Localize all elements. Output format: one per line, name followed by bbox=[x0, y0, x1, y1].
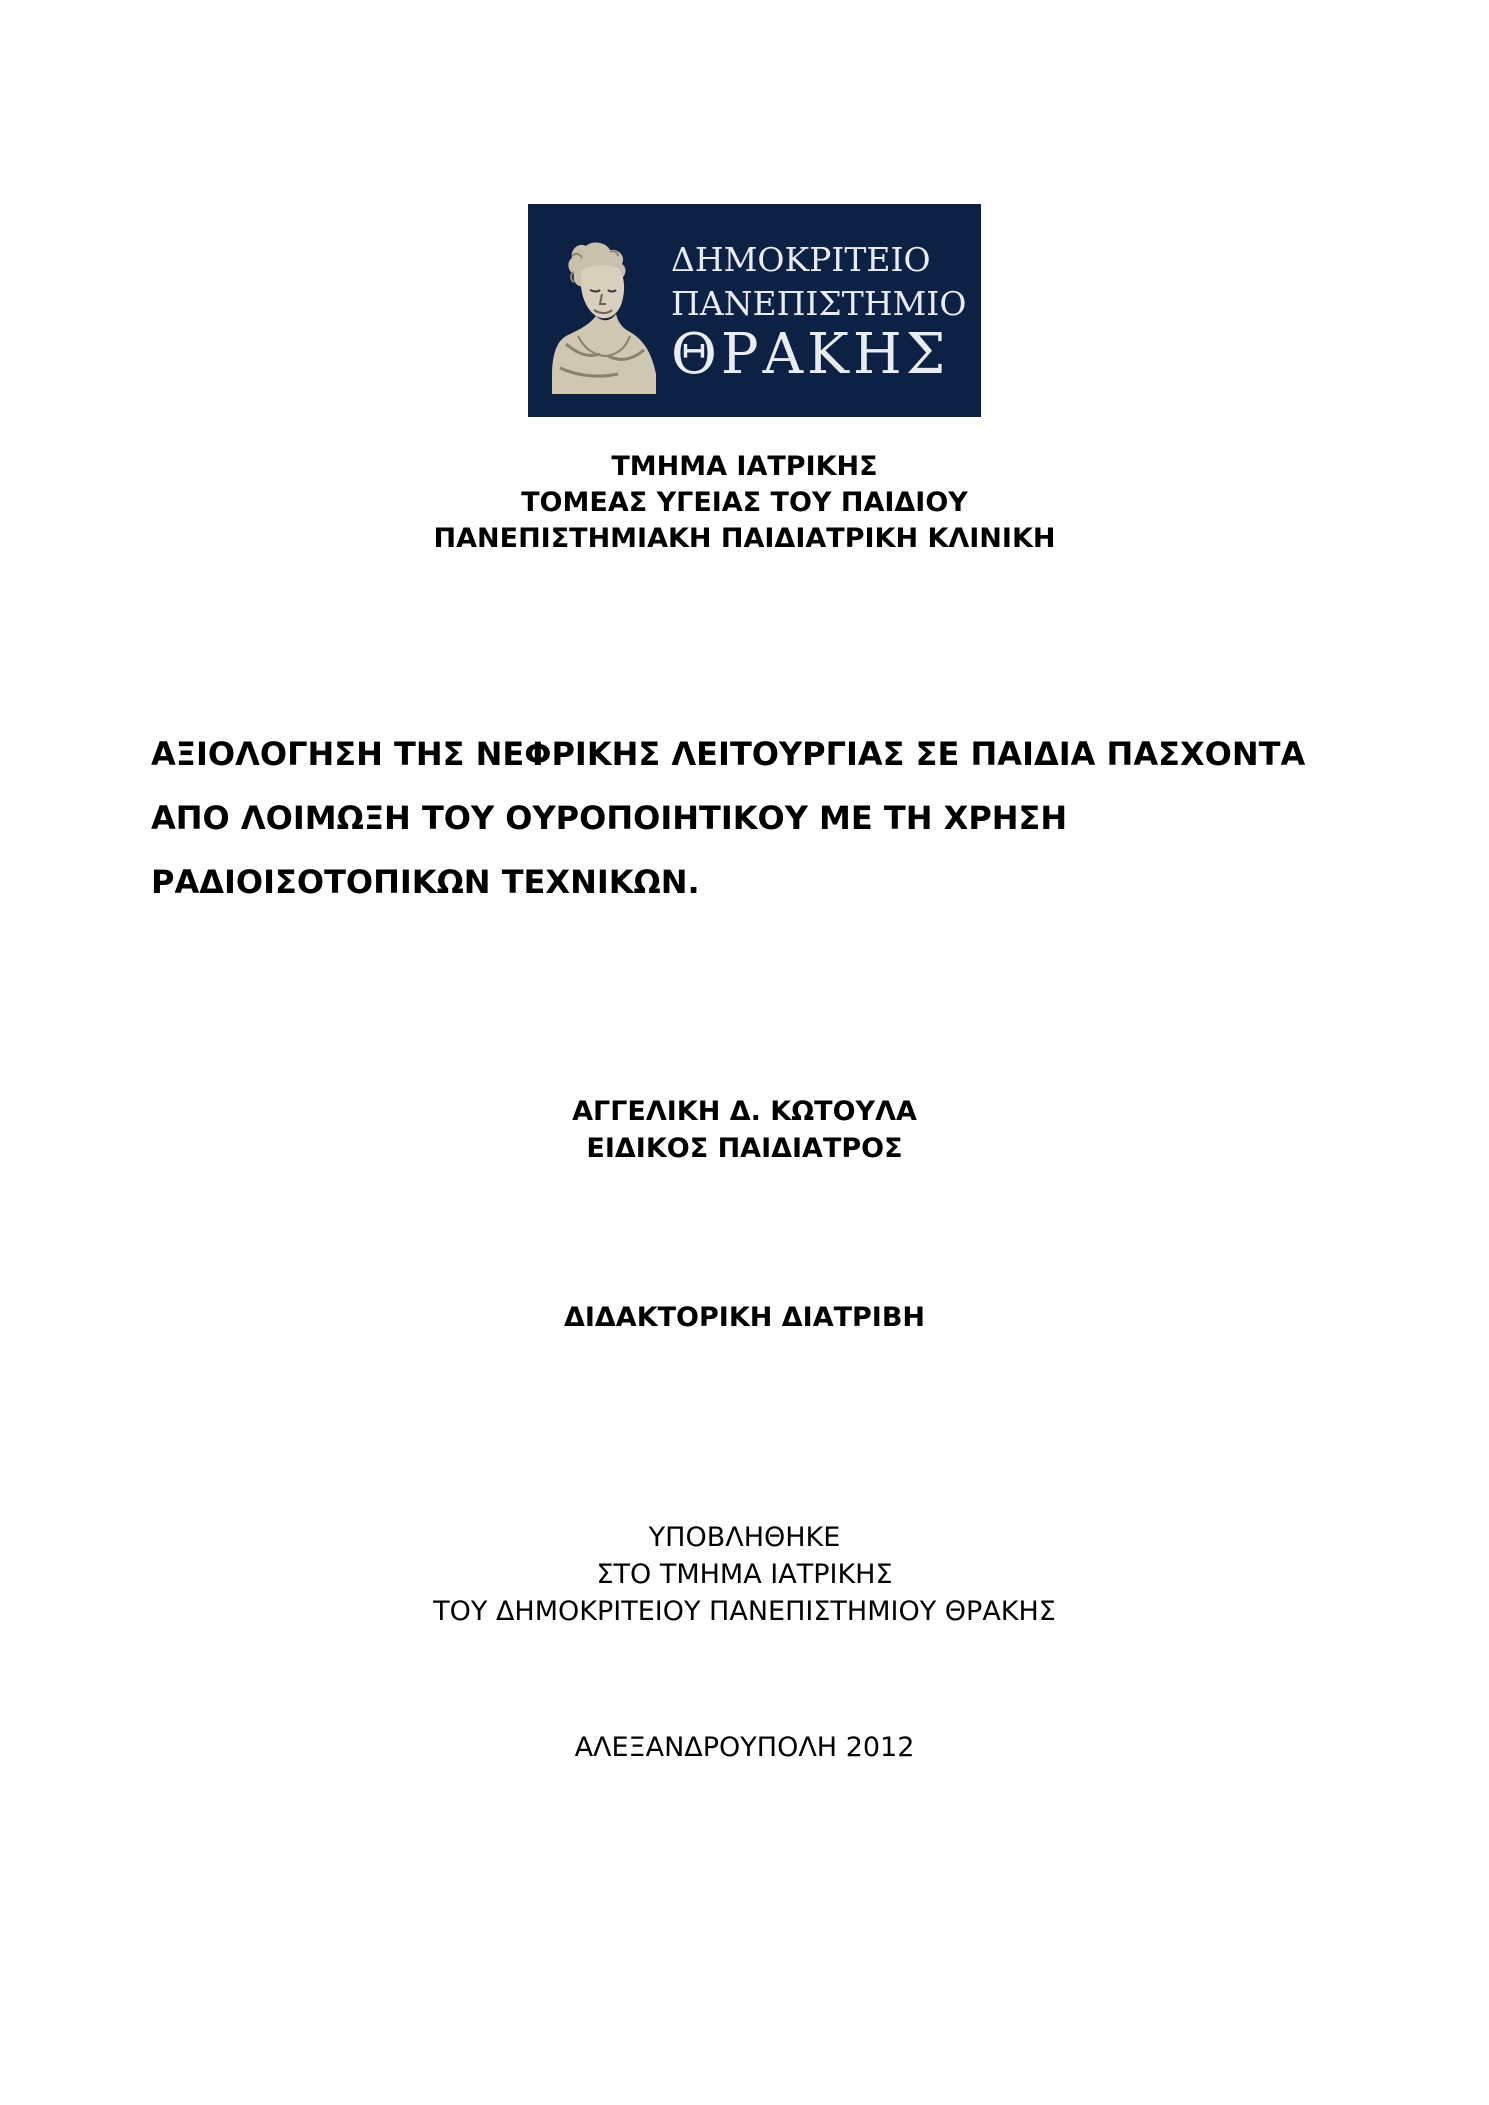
logo-text-line2: ΠΑΝΕΠΙΣΤΗΜΙΟ bbox=[671, 284, 967, 323]
submission-line: ΣΤΟ ΤΜΗΜΑ ΙΑΤΡΙΚΗΣ bbox=[596, 1559, 893, 1590]
author-role: ΕΙΔΙΚΟΣ ΠΑΙΔΙΑΤΡΟΣ bbox=[586, 1133, 903, 1164]
place-year bbox=[0, 1729, 1489, 1766]
title-line: ΡΑΔΙΟΙΣΟΤΟΠΙΚΩΝ ΤΕΧΝΙΚΩΝ. bbox=[151, 863, 700, 901]
author-block bbox=[0, 1093, 1489, 1167]
submission-line: ΥΠΟΒΛΗΘΗΚΕ bbox=[648, 1522, 841, 1553]
author-name: ΑΓΓΕΛΙΚΗ Δ. ΚΩΤΟΥΛΑ bbox=[572, 1096, 917, 1127]
submission-note bbox=[0, 1519, 1489, 1630]
thesis-type-label: ΔΙΔΑΚΤΟΡΙΚΗ ΔΙΑΤΡΙΒΗ bbox=[563, 1302, 926, 1333]
department-heading bbox=[0, 449, 1489, 557]
logo-text-line1: ΔΗΜΟΚΡΙΤΕΙΟ bbox=[671, 240, 931, 279]
democritus-bust-icon bbox=[548, 236, 660, 394]
thesis-type bbox=[0, 1299, 1489, 1336]
title-line: ΑΞΙΟΛΟΓΗΣΗ ΤΗΣ ΝΕΦΡΙΚΗΣ ΛΕΙΤΟΥΡΓΙΑΣ ΣΕ ΠΑΙΔΙΑ ΠΑΣΧΟΝΤΑ bbox=[151, 735, 1306, 773]
department-line: ΤΟΜΕΑΣ ΥΓΕΙΑΣ ΤΟΥ ΠΑΙΔΙΟΥ bbox=[521, 487, 968, 518]
department-line: ΤΜΗΜΑ ΙΑΤΡΙΚΗΣ bbox=[611, 451, 878, 482]
submission-line: ΤΟΥ ΔΗΜΟΚΡΙΤΕΙΟΥ ΠΑΝΕΠΙΣΤΗΜΙΟΥ ΘΡΑΚΗΣ bbox=[433, 1596, 1056, 1627]
title-line: ΑΠΟ ΛΟΙΜΩΞΗ ΤΟΥ ΟΥΡΟΠΟΙΗΤΙΚΟΥ ΜΕ ΤΗ ΧΡΗΣΗ bbox=[151, 799, 1068, 837]
thesis-title bbox=[151, 722, 1391, 914]
university-logo bbox=[528, 204, 981, 417]
department-line: ΠΑΝΕΠΙΣΤΗΜΙΑΚΗ ΠΑΙΔΙΑΤΡΙΚΗ ΚΛΙΝΙΚΗ bbox=[433, 523, 1056, 554]
logo-text-line3: ΘΡΑΚΗΣ bbox=[671, 322, 950, 387]
place-year-text: ΑΛΕΞΑΝΔΡΟΥΠΟΛΗ 2012 bbox=[574, 1732, 915, 1763]
